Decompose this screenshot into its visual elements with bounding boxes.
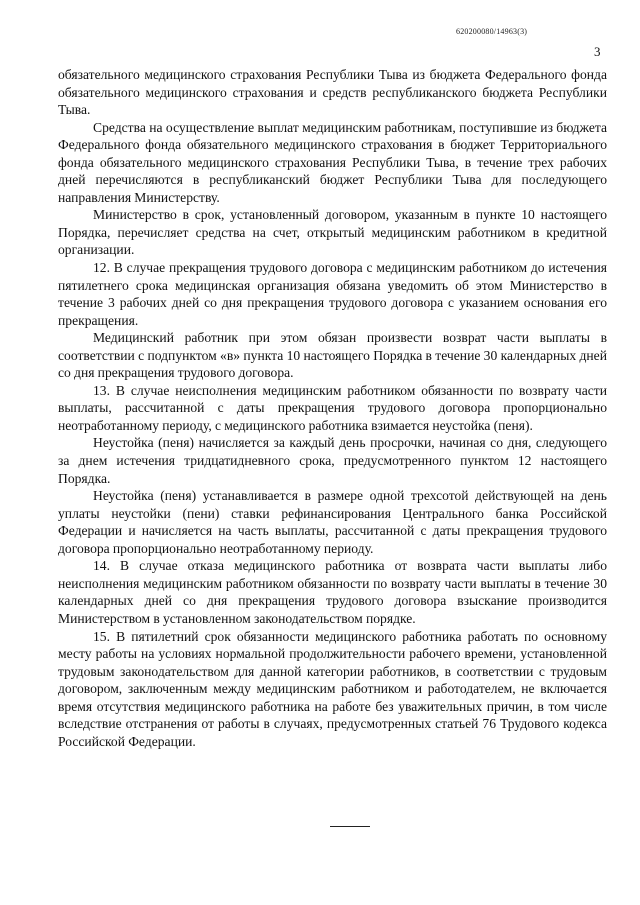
end-divider xyxy=(330,826,370,827)
document-code: 620200080/14963(3) xyxy=(456,27,528,36)
paragraph-funds-transfer: Средства на осуществление выплат медицинским работникам, поступившие из бюджета Федерального фонда обязательного медицинского страхования в бюджет Территориального фонда обязательного медицинского страхования Республики Тыва, в течение трех рабочих дней перечисляются в республиканский бюджет Республики Тыва для последующего направления Министерству. xyxy=(58,119,607,205)
paragraph-penalty-accrual: Неустойка (пеня) начисляется за каждый день просрочки, начиная со дня, следующего за днем истечения тридцатидневного срока, предусмотренного пунктом 12 настоящего Порядка. xyxy=(58,435,607,486)
paragraph-item-12: 12. В случае прекращения трудового договора с медицинским работником до истечения пятилетнего срока медицинская организация обязана уведомить об этом Министерство в течение 3 рабочих дней со дня прекращения трудового договора с указанием основания его прекращения. xyxy=(58,260,607,328)
paragraph-item-15: 15. В пятилетний срок обязанности медицинского работника работать по основному месту работы на условиях нормальной продолжительности рабочего времени, установленной трудовым законодательством для данной категории работников, в соответствии с трудовым договором, заключенным между медицинским работником и работодателем, не включается время отсутствия медицинского работника на работе без уважительных причин, в том числе вследствие отстранения от работы в случаях, предусмотренных статьей 76 Трудового кодекса Российской Федерации. xyxy=(58,628,607,749)
document-body xyxy=(58,66,607,750)
page-number: 3 xyxy=(594,44,601,59)
paragraph-ministry-payment: Министерство в срок, установленный договором, указанным в пункте 10 настоящего Порядка, перечисляет средства на счет, открытый медицинским работником в кредитной организации. xyxy=(58,207,607,258)
paragraph-refund-obligation: Медицинский работник при этом обязан произвести возврат части выплаты в соответствии с подпунктом «в» пункта 10 настоящего Порядка в течение 30 календарных дней со дня прекращения трудового договора. xyxy=(58,330,607,381)
paragraph-item-14: 14. В случае отказа медицинского работника от возврата части выплаты либо неисполнения медицинским работником обязанности по возврату части выплаты в течение 30 календарных дней со дня прекращения трудового договора взыскание производится Министерством в установленном законодательством порядке. xyxy=(58,558,607,626)
paragraph-penalty-rate: Неустойка (пеня) устанавливается в размере одной трехсотой действующей на день уплаты неустойки (пени) ставки рефинансирования Центрального банка Российской Федерации и начисляется на часть выплаты, рассчитанной с даты прекращения трудового договора пропорционально неотработанному периоду. xyxy=(58,488,607,556)
paragraph-continued: обязательного медицинского страхования Республики Тыва из бюджета Федерального фонда обязательного медицинского страхования и средств республиканского бюджета Республики Тыва. xyxy=(58,67,607,118)
paragraph-item-13: 13. В случае неисполнения медицинским работником обязанности по возврату части выплаты, рассчитанной с даты прекращения трудового договора пропорционально неотработанному периоду, с медицинского работника взимается неустойка (пеня). xyxy=(58,382,607,433)
